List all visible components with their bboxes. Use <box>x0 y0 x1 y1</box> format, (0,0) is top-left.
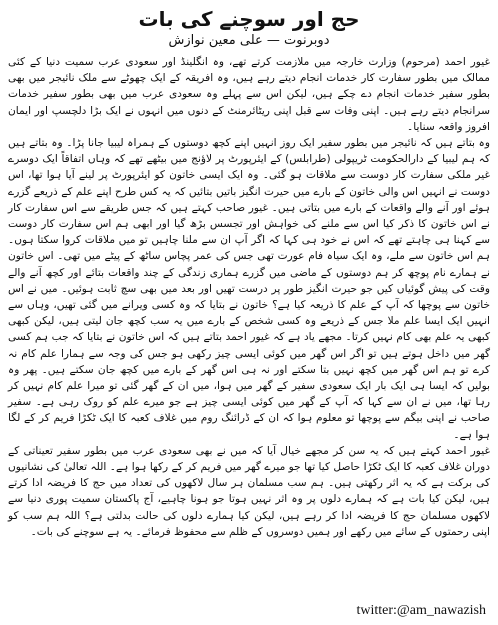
article-paragraph: غیور احمد (مرحوم) وزارت خارجہ میں ملازمت کرتے تھے، وہ انگلینڈ اور سعودی عرب سمیت دنیا کے کئی ممالک میں بطور سفارت کار خدمات انجام دیتے رہے ہیں، وہ افریقہ کے ایک چھوٹے سے ملک نائیجر میں بھی بطور سفیر خدمات انجام دے چکے ہیں، لیکن اس سے پہلے وہ سعودی عرب میں بھی بطور سفیر خدمات سرانجام دیتے رہے ہیں۔ اپنی وفات سے قبل اپنی ریٹائرمنٹ کے دنوں میں انہوں نے ایک بڑا دلچسپ اور ایمان افروز واقعہ سنایا۔ <box>8 56 490 133</box>
article-paragraph: غیور احمد کہتے ہیں کہ یہ سن کر مجھے خیال آیا کہ میں نے بھی سعودی عرب میں بطور سفیر تعیناتی کے دوران غلاف کعبہ کا ایک ٹکڑا حاصل کیا تھا جو میرے گھر میں فریم کر کے رکھا ہوا ہے۔ اللہ تعالیٰ کی نشانیوں کی برکت ہے کہ یہ اثر رکھتی ہیں۔ ہم سب مسلمان ہر سال لاکھوں کی تعداد میں حج کا فریضہ ادا کرتے ہیں، لیکن کیا بات ہے کہ ہمارے دلوں پر وہ اثر نہیں ہوتا جو ہونا چاہیے، آج پاکستان سمیت پوری دنیا سے لاکھوں مسلمان حج کا فریضہ ادا کر رہے ہیں، لیکن کیا ہمارے دلوں کی حالت بدلتی ہے؟ اللہ ہم سب کو اپنی رحمتوں کے سائے میں رکھے اور ہمیں دوسروں کے ظلم سے محفوظ فرمائے۔ یہ ہے سوچنے کی بات۔ <box>8 444 490 538</box>
article-body <box>8 54 490 540</box>
article-title: حج اور سوچنے کی بات <box>138 7 360 31</box>
author-twitter-handle: twitter:@am_nawazish <box>356 603 486 618</box>
article-paragraph: وہ بتاتے ہیں کہ نائیجر میں بطور سفیر ایک روز انہیں اپنے کچھ دوستوں کے ہمراہ لیبیا جانا پڑا۔ وہ بتاتے ہیں کہ ہم لیبیا کے دارالحکومت ٹریپولی (طرابلس) کے ایئرپورٹ پر لاؤنج میں بیٹھے تھے کہ وہاں اتفاقاً ایک دوسرے غیر ملکی سفارت کار دوست سے ملاقات ہو گئی۔ وہ ایک ایسی خاتون کو ایئرپورٹ پر لینے آیا ہوا تھا، اس دوست نے انہیں اس والی خاتون کے بارے میں حیرت انگیز باتیں بتائیں کہ یہ کس طرح اپنے علم کے ذریعے گزرے ہوئے اور آنے والے واقعات کے بارے میں بتاتی ہیں۔ غیور صاحب کہتے ہیں کہ جس طریقے سے اس سفارت کار نے اس خاتون کا ذکر کیا اس سے ملنے کی خواہش اور تجسس بڑھ گیا اور ابھی ہم اس سفارت کار دوست سے کہنا ہی چاہتے تھے کہ اس نے خود ہی کہا کہ اگر آپ ان سے ملنا چاہیں تو میں ملاقات کروا سکتا ہوں۔ ہم اس خاتون سے ملے، وہ ایک سیاہ فام عورت تھی جس کی عمر پچاس ساٹھ کے پیٹے میں تھی۔ اس خاتون نے ہمارے نام پوچھ کر ہم دوستوں کے ماضی میں گزرے ہماری زندگی کے چند واقعات بتائے اور کچھ آنے والے وقت کی پیش گوئیاں کیں جو حیرت انگیز طور پر درست تھیں اور بعد میں بھی سچ ثابت ہوئیں۔ میں نے اس خاتون سے پوچھا کہ آپ کے علم کا ذریعہ کیا ہے؟ خاتون نے بتایا کہ وہ کسی ویرانے میں گئی تھیں، وہاں سے انہیں ایک ایسا علم ملا جس کے ذریعے وہ کسی شخص کے بارے میں یہ سب کچھ جان لیتی ہیں، لیکن کبھی کبھی یہ علم بھی کام نہیں کرتا۔ مجھے یاد ہے کہ غیور احمد بتاتے ہیں کہ اس خاتون نے بتایا کہ جب ہم کسی گھر میں داخل ہوتے ہیں تو اگر اس گھر میں کوئی ایسی چیز رکھی ہو جس کی وجہ سے ہمارا علم کام نہ کرے تو ہم اس گھر میں کچھ نہیں بتا سکتے اور نہ ہی اس گھر کے بارے میں کچھ جان سکتے ہیں۔ پھر وہ بولیں کہ ایسا ہی ایک بار ایک سعودی سفیر کے گھر میں ہوا، میں ان کے گھر گئی تو میرا علم کام نہیں کر رہا تھا، میں نے ان سے کہا کہ آپ کے گھر میں کوئی ایسی چیز ہے جو میرے علم کو روک رہی ہے۔ سفیر صاحب نے اپنی بیگم سے پوچھا تو معلوم ہوا کہ ان کے ڈرائنگ روم میں غلاف کعبہ کا ایک ٹکڑا فریم کر کے لگا ہوا ہے۔ <box>8 137 490 441</box>
article-byline: دوبرنوت — علی معین نوازش <box>168 33 330 48</box>
